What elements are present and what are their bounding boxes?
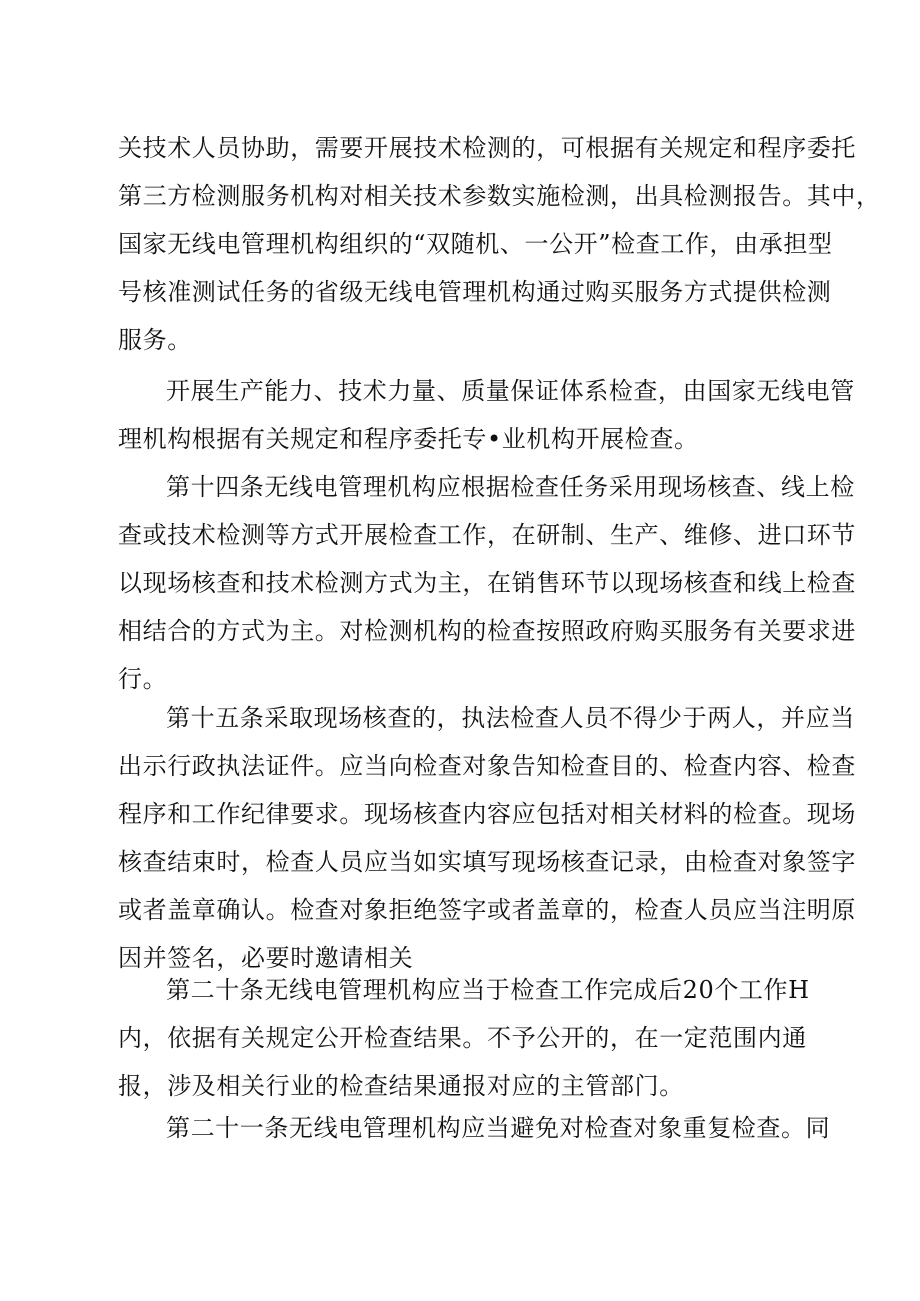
- text-line: 第十五条采取现场核查的，执法检查人员不得少于两人，并应当: [166, 704, 855, 732]
- text-line: 理机构根据有关规定和程序委托专•业机构开展检查。: [118, 425, 699, 453]
- text-line: 服务。: [118, 326, 192, 354]
- text-line: 因并签名，必要时邀请相关: [118, 944, 414, 972]
- text-line: 核查结束时，检查人员应当如实填写现场核查记录，由检查对象签字: [118, 848, 856, 876]
- paragraph-article-20: [118, 966, 818, 1110]
- text-line: 开展生产能力、技术力量、质量保证体系检查，由国家无线电管: [166, 377, 855, 405]
- text-line: 第二十一条无线电管理机构应当避免对检查对象重复检查。同: [166, 1114, 831, 1142]
- text-line: 内，依据有关规定公开检查结果。不予公开的，在一定范围内通: [118, 1024, 807, 1052]
- text-line: 相结合的方式为主。对检测机构的检查按照政府购买服务有关要求进: [118, 617, 856, 645]
- text-line: 或者盖章确认。检查对象拒绝签字或者盖章的，检查人员应当注明原: [118, 896, 856, 924]
- text-line: 第十四条无线电管理机构应根据检查任务采用现场核查、线上检: [166, 473, 855, 501]
- text-line: 以现场核查和技术检测方式为主，在销售环节以现场核查和线上检查: [118, 569, 856, 597]
- text-line: 第三方检测服务机构对相关技术参数实施检测，出具检测报告。其中，: [118, 182, 881, 210]
- paragraph-capability-inspection: [118, 367, 855, 463]
- paragraph-article-15: [118, 694, 856, 982]
- paragraph-technical-inspection: [118, 124, 881, 364]
- text-line: 号核准测试任务的省级无线电管理机构通过购买服务方式提供检测: [118, 278, 832, 306]
- text-line: 程序和工作纪律要求。现场核查内容应包括对相关材料的检查。现场: [118, 800, 856, 828]
- text-line: 第二十条无线电管理机构应当于检查工作完成后20个工作H: [166, 976, 810, 1004]
- text-line: 查或技术检测等方式开展检查工作，在研制、生产、维修、进口环节: [118, 521, 856, 549]
- text-line: 国家无线电管理机构组织的“双随机、一公开”检查工作，由承担型: [118, 230, 833, 258]
- paragraph-article-21: [118, 1104, 831, 1152]
- paragraph-article-14: [118, 463, 856, 703]
- text-line: 关技术人员协助，需要开展技术检测的，可根据有关规定和程序委托: [118, 134, 856, 162]
- text-line: 出示行政执法证件。应当向检查对象告知检查目的、检查内容、检查: [118, 752, 856, 780]
- text-line: 报，涉及相关行业的检查结果通报对应的主管部门。: [118, 1072, 684, 1100]
- text-line: 行。: [118, 665, 168, 693]
